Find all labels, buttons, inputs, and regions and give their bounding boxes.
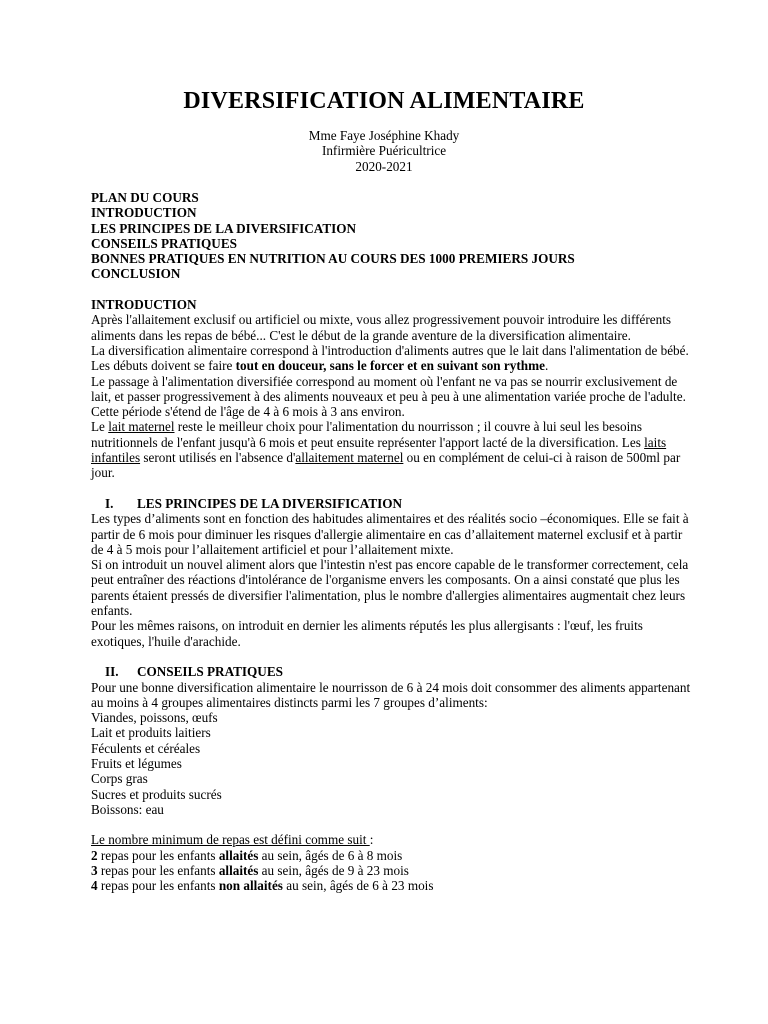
food-group-item: Lait et produits laitiers [91, 725, 211, 741]
meal-count: 2 [91, 847, 98, 863]
text-run: au sein, âgés de 9 à 23 mois [258, 863, 409, 879]
text-run: La diversification alimentaire correspond à l'introduction d'aliments autres que le lait dans l'alimentation de bébé. Les débuts doivent se faire [91, 342, 689, 374]
underlined-text: Le nombre minimum de repas est défini comme suit [91, 832, 370, 848]
plan-item: INTRODUCTION [91, 205, 197, 221]
section-number: I. [105, 495, 114, 511]
intro-paragraph [91, 343, 691, 374]
food-group-item: Féculents et céréales [91, 740, 201, 756]
food-group-item: Viandes, poissons, œufs [91, 710, 218, 726]
author-name: Mme Faye Joséphine Khady [308, 128, 460, 143]
link-allaitement-maternel[interactable]: allaitement maternel [295, 450, 404, 466]
meal-rule [91, 878, 691, 893]
feeding-status: non allaités [218, 878, 283, 894]
text-run: seront utilisés en l'absence d' [140, 450, 296, 466]
feeding-status: allaités [218, 847, 259, 863]
author-block [0, 128, 768, 174]
text-run: au sein, âgés de 6 à 8 mois [258, 847, 403, 863]
food-group-list [91, 710, 691, 817]
plan-item: LES PRINCIPES DE LA DIVERSIFICATION [91, 220, 357, 236]
intro-paragraph: Après l'allaitement exclusif ou artificiel ou mixte, vous allez progressivement pouvoir introduire les différents aliments dans les repas de bébé... C'est le début de la grande aventure de la diversification alimentaire. [91, 312, 672, 343]
plan-item: CONCLUSION [91, 266, 181, 282]
section-paragraph: Si on introduit un nouvel aliment alors que l'intestin n'est pas encore capable de le transformer correctement, cela peut entraîner des réactions d'intolérance de l'organisme envers les composants. On a ainsi constaté que plus les parents étaient pressés de diversifier l'alimentation, plus le nombre d'allergies alimentaires augmentait chez leurs enfants. [91, 557, 689, 619]
link-laits-infantiles[interactable]: laits infantiles [91, 434, 667, 466]
text-run: ou en complément de celui-ci à raison de 500ml par jour. [91, 450, 681, 481]
meals-heading [91, 832, 691, 847]
food-group-item: Fruits et légumes [91, 755, 182, 771]
author-role: Infirmière Puéricultrice [321, 143, 447, 159]
intro-heading: INTRODUCTION [91, 297, 197, 313]
section-title: LES PRINCIPES DE LA DIVERSIFICATION [137, 495, 403, 511]
document-body [91, 190, 691, 894]
section-title: CONSEILS PRATIQUES [137, 664, 283, 680]
section-number: II. [105, 664, 119, 680]
food-group-item: Corps gras [91, 771, 148, 787]
meal-count: 3 [91, 863, 98, 879]
document-title: DIVERSIFICATION ALIMENTAIRE [183, 88, 585, 114]
text-run: repas pour les enfants [97, 878, 219, 894]
section-2-heading [91, 664, 691, 679]
food-group-item: Boissons: eau [91, 801, 164, 817]
course-plan [91, 190, 691, 282]
plan-heading: PLAN DU COURS [91, 190, 199, 205]
meal-rule [91, 863, 691, 878]
feeding-status: allaités [218, 863, 259, 879]
emphasis-text: tout en douceur, sans le forcer et en suivant son rythme [235, 358, 545, 374]
text-run: repas pour les enfants [97, 847, 219, 863]
section-1-heading [91, 496, 691, 511]
plan-item: BONNES PRATIQUES EN NUTRITION AU COURS DES 1000 PREMIERS JOURS [91, 251, 575, 267]
food-group-item: Sucres et produits sucrés [91, 786, 222, 802]
intro-paragraph [91, 419, 691, 480]
section-paragraph: Pour les mêmes raisons, on introduit en dernier les aliments réputés les plus allergisants : l'œuf, les fruits exotiques, l'huile d'arachide. [91, 618, 643, 649]
meal-count: 4 [91, 878, 98, 894]
section-paragraph: Les types d’aliments sont en fonction des habitudes alimentaires et des réalités socio –économiques. Elle se fait à partir de 6 mois pour diminuer les risques d'allergie alimentaire en cas d’allaitement maternel exclusif et à partir de 4 à 5 mois pour l’allaitement artificiel et pour l’allaitement mixte. [91, 511, 689, 557]
section-paragraph: Pour une bonne diversification alimentaire le nourrisson de 6 à 24 mois doit consommer des aliments appartenant au moins à 4 groupes alimentaires distincts parmi les 7 groupes d’aliments: [91, 679, 691, 710]
plan-item: CONSEILS PRATIQUES [91, 235, 237, 251]
text-run: : [369, 832, 374, 848]
text-run: . [544, 358, 549, 374]
text-run: reste le meilleur choix pour l'alimentation du nourrisson ; il couvre à lui seul les besoins nutritionnels de l'enfant jusqu'à 6 mois et peut ensuite représenter l'apport lacté de la diversification. Les [91, 419, 645, 450]
text-run: Le [91, 419, 109, 435]
meal-rule [91, 848, 691, 863]
link-lait-maternel[interactable]: lait maternel [108, 419, 175, 435]
text-run: repas pour les enfants [97, 863, 219, 879]
intro-paragraph: Le passage à l'alimentation diversifiée correspond au moment où l'enfant ne va pas se nourrir exclusivement de lait, et passer progressivement à des aliments nouveaux et peu à peu à une alimentation variée proche de l'adulte. Cette période s'étend de l'âge de 4 à 6 mois à 3 ans environ. [91, 373, 686, 420]
text-run: au sein, âgés de 6 à 23 mois [282, 878, 434, 894]
academic-year: 2020-2021 [355, 158, 413, 174]
